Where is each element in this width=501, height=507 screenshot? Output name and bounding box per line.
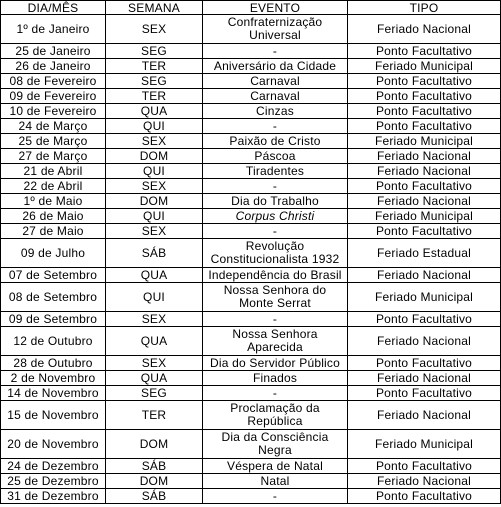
cell-date: 27 de Maio [1, 224, 106, 239]
cell-weekday: SEG [106, 74, 203, 89]
cell-type: Feriado Nacional [348, 327, 501, 356]
cell-event: Independência do Brasil [203, 268, 348, 283]
cell-date: 26 de Janeiro [1, 59, 106, 74]
cell-event: Corpus Christi [203, 209, 348, 224]
cell-weekday: SÁB [106, 459, 203, 474]
cell-type: Ponto Facultativo [348, 489, 501, 504]
cell-type: Ponto Facultativo [348, 224, 501, 239]
cell-weekday: QUA [106, 104, 203, 119]
cell-event: - [203, 312, 348, 327]
cell-event: Dia do Trabalho [203, 194, 348, 209]
cell-type: Ponto Facultativo [348, 386, 501, 401]
cell-date: 07 de Setembro [1, 268, 106, 283]
cell-type: Ponto Facultativo [348, 356, 501, 371]
cell-type: Feriado Municipal [348, 430, 501, 459]
cell-weekday: SEX [106, 15, 203, 44]
cell-weekday: QUA [106, 327, 203, 356]
cell-weekday: DOM [106, 430, 203, 459]
table-row [1, 430, 501, 459]
cell-date: 1º de Maio [1, 194, 106, 209]
cell-event: Paixão de Cristo [203, 134, 348, 149]
cell-weekday: DOM [106, 474, 203, 489]
column-header-event: EVENTO [203, 1, 348, 15]
cell-date: 1º de Janeiro [1, 15, 106, 44]
cell-type: Feriado Nacional [348, 149, 501, 164]
cell-weekday: DOM [106, 149, 203, 164]
cell-date: 08 de Fevereiro [1, 74, 106, 89]
cell-type: Ponto Facultativo [348, 44, 501, 59]
cell-event: Revolução Constitucionalista 1932 [203, 239, 348, 268]
cell-weekday: SÁB [106, 489, 203, 504]
cell-weekday: QUI [106, 164, 203, 179]
cell-type: Feriado Nacional [348, 15, 501, 44]
column-header-date: DIA/MÊS [1, 1, 106, 15]
cell-type: Ponto Facultativo [348, 459, 501, 474]
table-row [1, 356, 501, 371]
cell-type: Feriado Nacional [348, 401, 501, 430]
cell-weekday: SEX [106, 312, 203, 327]
cell-event: Carnaval [203, 74, 348, 89]
table-row [1, 268, 501, 283]
cell-event: - [203, 224, 348, 239]
table-row [1, 164, 501, 179]
cell-date: 15 de Novembro [1, 401, 106, 430]
table-row [1, 194, 501, 209]
cell-weekday: TER [106, 59, 203, 74]
cell-event: Páscoa [203, 149, 348, 164]
table-row [1, 89, 501, 104]
table-row [1, 489, 501, 504]
cell-weekday: TER [106, 401, 203, 430]
table-body [1, 15, 501, 504]
cell-date: 31 de Dezembro [1, 489, 106, 504]
cell-type: Ponto Facultativo [348, 74, 501, 89]
cell-type: Feriado Municipal [348, 283, 501, 312]
cell-event: Nossa Senhora Aparecida [203, 327, 348, 356]
table-row [1, 134, 501, 149]
cell-type: Feriado Municipal [348, 59, 501, 74]
cell-type: Ponto Facultativo [348, 119, 501, 134]
cell-weekday: SÁB [106, 239, 203, 268]
cell-event: Nossa Senhora do Monte Serrat [203, 283, 348, 312]
cell-date: 09 de Julho [1, 239, 106, 268]
cell-event: - [203, 179, 348, 194]
cell-event: Natal [203, 474, 348, 489]
table-row [1, 283, 501, 312]
cell-event: Finados [203, 371, 348, 386]
cell-weekday: SEX [106, 134, 203, 149]
cell-date: 09 de Setembro [1, 312, 106, 327]
table-row [1, 74, 501, 89]
table-row [1, 224, 501, 239]
cell-type: Feriado Nacional [348, 474, 501, 489]
table-row [1, 209, 501, 224]
cell-weekday: QUI [106, 283, 203, 312]
cell-event: Confraternização Universal [203, 15, 348, 44]
cell-event: - [203, 489, 348, 504]
cell-event: - [203, 44, 348, 59]
cell-weekday: SEX [106, 179, 203, 194]
cell-date: 24 de Março [1, 119, 106, 134]
cell-weekday: QUA [106, 268, 203, 283]
table-header [1, 1, 501, 15]
cell-weekday: SEG [106, 386, 203, 401]
table-row [1, 119, 501, 134]
cell-weekday: SEG [106, 44, 203, 59]
table-row [1, 104, 501, 119]
cell-weekday: SEX [106, 356, 203, 371]
cell-type: Feriado Nacional [348, 164, 501, 179]
table-row [1, 239, 501, 268]
cell-date: 08 de Setembro [1, 283, 106, 312]
cell-type: Ponto Facultativo [348, 179, 501, 194]
cell-event: - [203, 386, 348, 401]
table-row [1, 149, 501, 164]
table-row [1, 327, 501, 356]
cell-type: Feriado Municipal [348, 134, 501, 149]
cell-weekday: QUI [106, 119, 203, 134]
cell-weekday: QUA [106, 371, 203, 386]
column-header-type: TIPO [348, 1, 501, 15]
cell-date: 25 de Dezembro [1, 474, 106, 489]
cell-date: 28 de Outubro [1, 356, 106, 371]
cell-date: 27 de Março [1, 149, 106, 164]
cell-type: Feriado Nacional [348, 371, 501, 386]
cell-date: 10 de Fevereiro [1, 104, 106, 119]
cell-date: 25 de Janeiro [1, 44, 106, 59]
cell-type: Feriado Municipal [348, 209, 501, 224]
cell-type: Ponto Facultativo [348, 89, 501, 104]
cell-type: Feriado Estadual [348, 239, 501, 268]
cell-event: Aniversário da Cidade [203, 59, 348, 74]
table-row [1, 459, 501, 474]
cell-date: 25 de Março [1, 134, 106, 149]
table-row [1, 386, 501, 401]
cell-weekday: TER [106, 89, 203, 104]
cell-date: 2 de Novembro [1, 371, 106, 386]
cell-event: Véspera de Natal [203, 459, 348, 474]
cell-date: 24 de Dezembro [1, 459, 106, 474]
cell-weekday: QUI [106, 209, 203, 224]
table-row [1, 44, 501, 59]
cell-event: Tiradentes [203, 164, 348, 179]
cell-date: 14 de Novembro [1, 386, 106, 401]
cell-date: 09 de Fevereiro [1, 89, 106, 104]
cell-event: Dia do Servidor Público [203, 356, 348, 371]
table-row [1, 59, 501, 74]
table-row [1, 312, 501, 327]
cell-date: 22 de Abril [1, 179, 106, 194]
cell-event: Carnaval [203, 89, 348, 104]
table-row [1, 179, 501, 194]
cell-event: Proclamação da República [203, 401, 348, 430]
cell-date: 12 de Outubro [1, 327, 106, 356]
cell-weekday: SEX [106, 224, 203, 239]
cell-event: Cinzas [203, 104, 348, 119]
cell-event: Dia da Consciência Negra [203, 430, 348, 459]
cell-date: 26 de Maio [1, 209, 106, 224]
table-row [1, 371, 501, 386]
cell-type: Feriado Nacional [348, 268, 501, 283]
cell-type: Feriado Nacional [348, 194, 501, 209]
cell-date: 21 de Abril [1, 164, 106, 179]
cell-date: 20 de Novembro [1, 430, 106, 459]
column-header-weekday: SEMANA [106, 1, 203, 15]
table-row [1, 401, 501, 430]
table-row [1, 15, 501, 44]
cell-type: Ponto Facultativo [348, 312, 501, 327]
cell-type: Ponto Facultativo [348, 104, 501, 119]
cell-event: - [203, 119, 348, 134]
header-row [1, 1, 501, 15]
cell-weekday: DOM [106, 194, 203, 209]
table-row [1, 474, 501, 489]
